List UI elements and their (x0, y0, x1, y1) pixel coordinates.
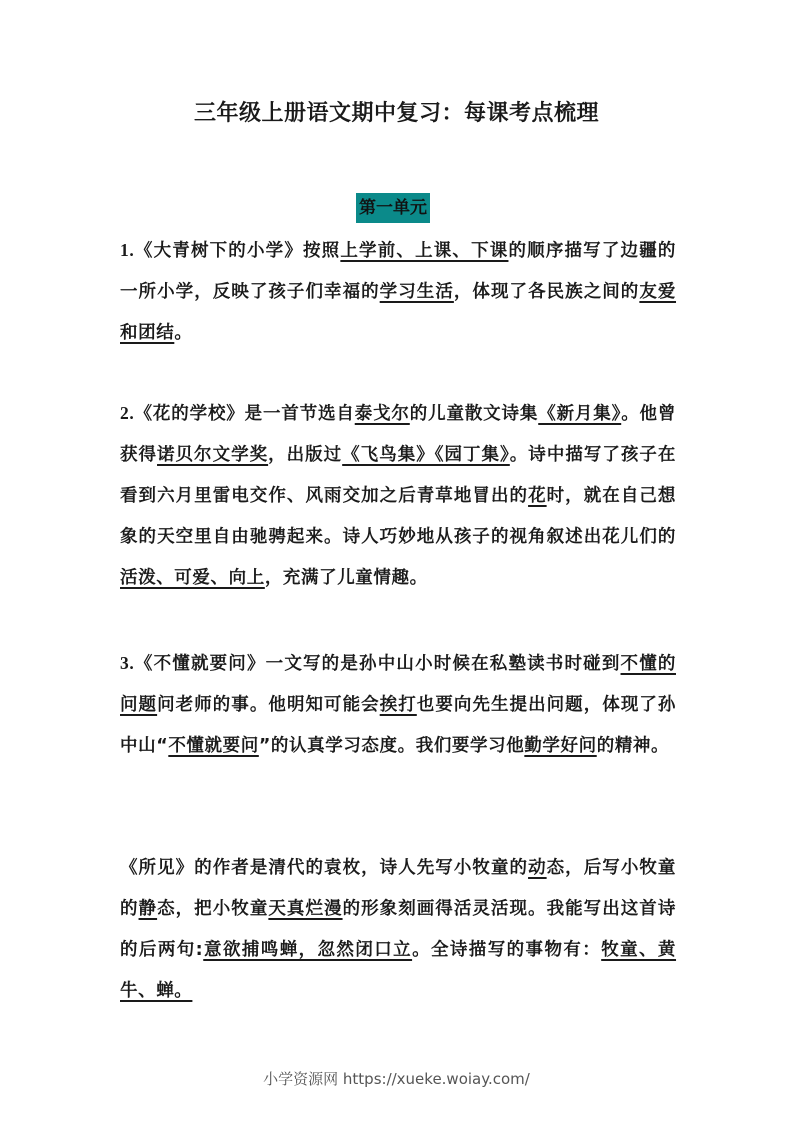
key-point-text: 不懂的问题 (120, 654, 676, 715)
key-point-text: 花 (528, 486, 547, 506)
body-text: 时，就在自己想象的天空里自由驰骋起来。诗人巧妙地从孩子的视角叙述出花儿们的 (120, 486, 677, 547)
body-text: 。全诗描写的事物有： (412, 940, 602, 960)
key-point-text: 《飞鸟集》《园丁集》 (342, 445, 510, 465)
key-point-text: 意欲捕鸣蝉，忽然闭口立 (203, 940, 413, 960)
paragraph-4 (120, 848, 676, 1012)
body-text: ，充满了儿童情趣。 (264, 568, 428, 588)
key-point-text: 静 (138, 899, 158, 919)
paragraph-2 (120, 393, 676, 599)
paragraph-3 (120, 643, 676, 767)
body-text: 。他曾获得 (120, 404, 676, 465)
body-text: ，体现了各民族之间的 (453, 282, 640, 302)
key-point-text: 不懂就要问 (168, 736, 259, 756)
body-text: 也要向先生提出问题，体现了孙中山“ (120, 695, 677, 756)
key-point-text: 挨打 (379, 695, 417, 715)
key-point-text: 泰戈尔 (354, 404, 410, 424)
paragraph-number: 2. (120, 403, 135, 423)
footer-source-link[interactable]: 小学资源网 https://xueke.woiay.com/ (263, 1070, 530, 1088)
key-point-text: 学习生活 (379, 282, 454, 302)
body-text: ”的认真学习态度。我们要学习他 (258, 736, 525, 756)
key-point-text: 友爱和团结 (120, 282, 677, 343)
body-text: 态，把小牧童 (157, 899, 269, 919)
key-point-text: 活泼、可爱、向上 (120, 568, 265, 588)
body-text: 。诗中描写了孩子在看到六月里雷电交作、风雨交加之后青草地冒出的 (120, 445, 676, 506)
body-text: 态，后写小牧童的 (120, 858, 677, 919)
document-title: 三年级上册语文期中复习：每课考点梳理 (193, 101, 599, 126)
key-point-text: 牧童、黄牛、蝉。 (120, 940, 677, 1001)
body-text: 的儿童散文诗集 (409, 404, 539, 424)
key-point-text: 上学前、上课、下课 (340, 241, 509, 261)
body-text: 《花的学校》是一首节选自 (134, 404, 355, 424)
key-point-text: 《新月集》 (538, 404, 622, 424)
body-text: 《大青树下的小学》按照 (134, 241, 341, 261)
body-text: 的顺序描写了边疆的一所小学，反映了孩子们幸福的 (120, 241, 676, 302)
unit-heading: 第一单元 (356, 193, 430, 223)
key-point-text: 天真烂漫 (268, 899, 343, 919)
key-point-text: 动 (528, 858, 547, 878)
body-text: 的形象刻画得活灵活现。我能写出这首诗的后两句: (120, 899, 676, 960)
paragraph-1 (120, 230, 676, 354)
key-point-text: 勤学好问 (524, 736, 597, 756)
key-point-text: 诺贝尔文学奖 (157, 445, 269, 465)
body-text: 《不懂就要问》一文写的是孙中山小时候在私塾读书时碰到 (134, 654, 621, 674)
paragraph-number: 1. (120, 240, 135, 260)
body-text: 。 (174, 323, 193, 343)
body-text: 的精神。 (596, 736, 670, 756)
body-text: 《所见》的作者是清代的袁枚，诗人先写小牧童的 (120, 858, 529, 878)
paragraph-number: 3. (120, 653, 135, 673)
body-text: 问老师的事。他明知可能会 (157, 695, 380, 715)
body-text: ，出版过 (268, 445, 343, 465)
